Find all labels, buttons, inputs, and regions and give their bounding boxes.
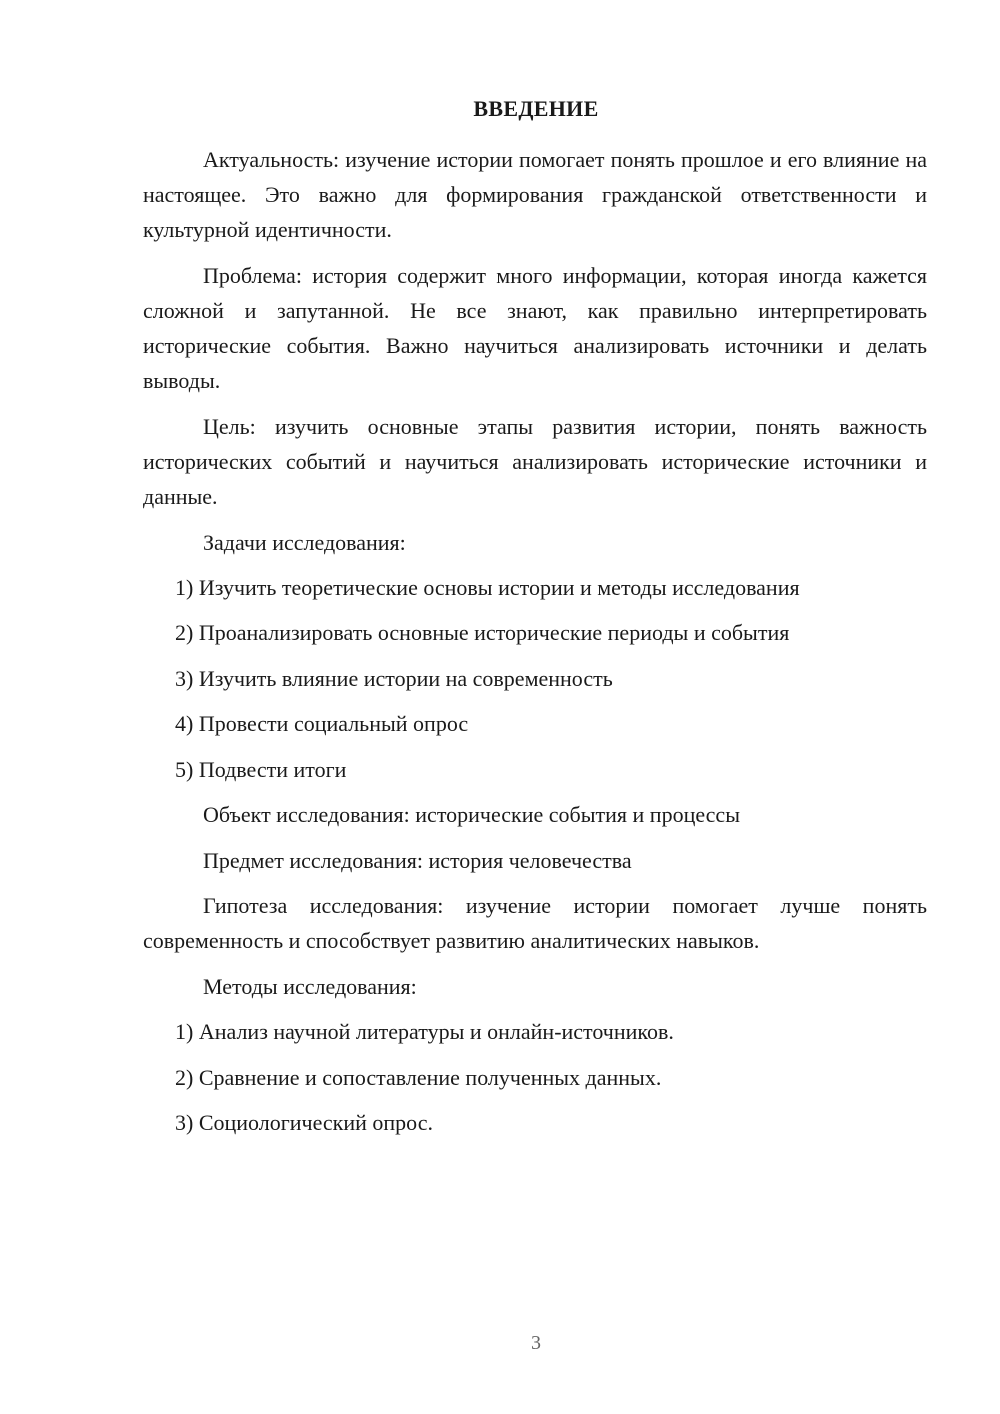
task-item: 2) Проанализировать основные исторические периоды и события bbox=[175, 620, 790, 645]
goal-paragraph: Цель: изучить основные этапы развития истории, понять важность исторических событий и научиться анализировать исторические источники и данные. bbox=[143, 414, 927, 509]
object-paragraph: Объект исследования: исторические события и процессы bbox=[203, 802, 740, 827]
subject-paragraph: Предмет исследования: история человечества bbox=[203, 848, 632, 873]
tasks-heading: Задачи исследования: bbox=[203, 530, 406, 555]
method-item: 3) Социологический опрос. bbox=[175, 1110, 433, 1135]
relevance-paragraph: Актуальность: изучение истории помогает понять прошлое и его влияние на настоящее. Это важно для формирования гражданской ответственности и культурной идентичности. bbox=[143, 147, 927, 242]
methods-heading: Методы исследования: bbox=[203, 974, 417, 999]
hypothesis-paragraph: Гипотеза исследования: изучение истории помогает лучше понять современность и способствует развитию аналитических навыков. bbox=[143, 893, 927, 953]
task-item: 5) Подвести итоги bbox=[175, 757, 347, 782]
page-title: ВВЕДЕНИЕ bbox=[473, 96, 599, 121]
problem-paragraph: Проблема: история содержит много информации, которая иногда кажется сложной и запутанной. Не все знают, как правильно интерпретировать исторические события. Важно научиться анализировать источники и делать выводы. bbox=[143, 263, 927, 393]
page-number: 3 bbox=[531, 1332, 541, 1354]
task-item: 3) Изучить влияние истории на современность bbox=[175, 666, 613, 691]
method-item: 1) Анализ научной литературы и онлайн-источников. bbox=[175, 1019, 674, 1044]
method-item: 2) Сравнение и сопоставление полученных данных. bbox=[175, 1065, 662, 1090]
task-item: 1) Изучить теоретические основы истории и методы исследования bbox=[175, 575, 800, 600]
task-item: 4) Провести социальный опрос bbox=[175, 711, 469, 736]
